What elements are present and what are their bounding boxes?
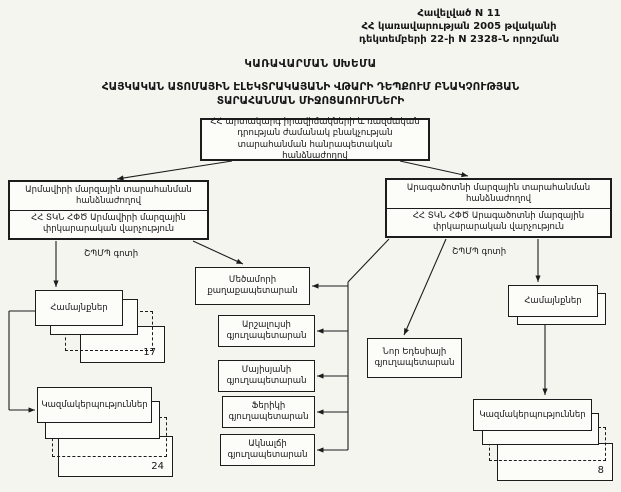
communities-box-right — [508, 285, 598, 317]
armavir-commission-label: Արմավիրի մարզային տարահանման հանձնաժողով — [10, 182, 207, 211]
organizations-box-left — [37, 387, 152, 423]
organizations-count-left: 24 — [151, 461, 164, 472]
zone-label-right: ՇՊՄՊ գոտի — [452, 247, 507, 257]
scheme-title-line-2: ՀԱՅԿԱԿԱՆ ԱՏՈՄԱՅԻՆ ԷԼԵԿՏՐԱԿԱՅԱՆԻ ՎԹԱՐԻ ԴԵՊՔՈՒՄ ԲՆԱԿՉՈՒԹՅԱՆ — [101, 81, 520, 93]
aragatsotn-commission-label: Արագածոտնի մարզային տարահանման հանձնաժողով — [387, 180, 610, 209]
communities-label-right: Համայնքներ — [524, 296, 582, 306]
scheme-title-line-1: ԿԱՌԱՎԱՐՄԱՆ ՍԽԵՄԱ — [244, 58, 377, 70]
mayisyan-municipality-box: Մայիսյանի գյուղապետարան — [218, 360, 315, 392]
annex-line-3: դեկտեմբերի 22-ի N 2328-Ն որոշման — [358, 34, 560, 45]
organizations-count-right: 8 — [597, 465, 604, 476]
nor-yedesia-municipality-box: Նոր Եդեսիայի գյուղապետարան — [367, 338, 462, 378]
metsamor-municipality-box: Մեծամորի քաղաքապետարան — [195, 267, 310, 305]
ferik-municipality-box: Ֆերիկի գյուղապետարան — [222, 396, 315, 428]
annex-line-2: ՀՀ կառավարության 2005 թվականի — [361, 21, 557, 32]
armavir-rescue-department-label: ՀՀ ՏԿՆ ՀՓԾ Արմավիրի մարզային փրկարարական վարչություն — [31, 213, 186, 235]
zone-label-left: ՇՊՄՊ գոտի — [84, 249, 139, 259]
communities-count-left: 17 — [143, 347, 156, 358]
republican-commission-box: ՀՀ արտակարգ իրավիճակների և ռազմական դրության ժամանակ բնակչության տարահանման հանրապետական հանձնաժողով — [200, 118, 430, 161]
aknalich-municipality-box: Ակնալճի գյուղապետարան — [220, 434, 315, 466]
armavir-commission-box — [8, 180, 209, 240]
organizations-label-right: Կազմակերպություններ — [479, 410, 586, 420]
scheme-title-line-3: ՏԱՐԱՀԱՆՄԱՆ ՄԻՋՈՑԱՌՈՒՄՆԵՐԻ — [216, 95, 405, 107]
aragatsotn-rescue-department-label: ՀՀ ՏԿՆ ՀՓԾ Արագածոտնի մարզային փրկարարական վարչություն — [412, 211, 585, 233]
arshaluys-municipality-box: Արշալույսի գյուղապետարան — [218, 315, 315, 347]
annex-line-1: Հավելված N 11 — [417, 8, 501, 19]
organizations-box-right — [473, 399, 592, 431]
organizations-label-left: Կազմակերպություններ — [41, 400, 148, 410]
communities-box-left — [35, 290, 123, 326]
communities-label-left: Համայնքներ — [50, 303, 108, 313]
aragatsotn-commission-box — [385, 178, 612, 238]
